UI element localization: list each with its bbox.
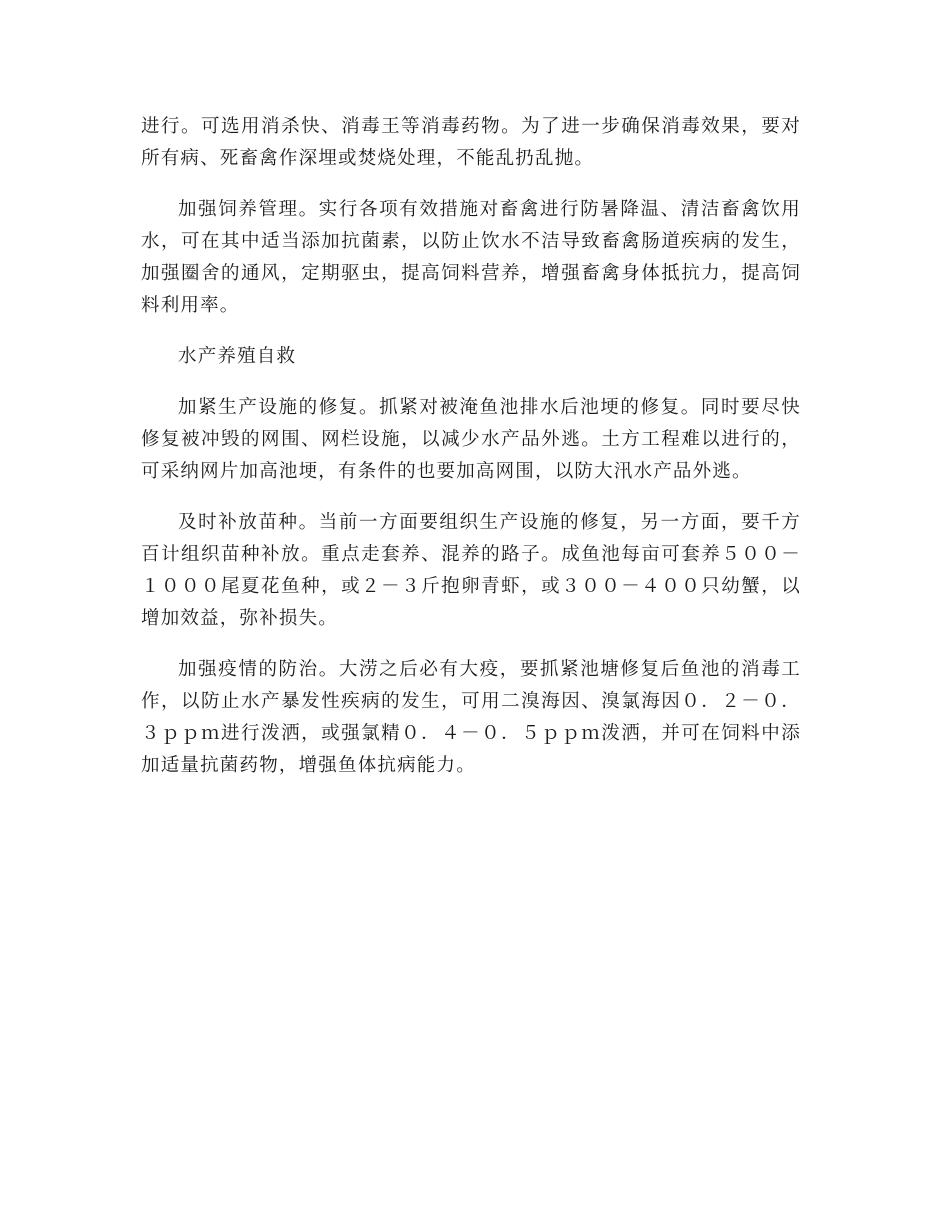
paragraph-feeding-management: 加强饲养管理。实行各项有效措施对畜禽进行防暑降温、清洁畜禽饮用水，可在其中适当添加抗菌素，以防止饮水不洁导致畜禽肠道疾病的发生，加强圈舍的通风，定期驱虫，提高饲料营养，增强畜禽身体抵抗力，提高饲料利用率。 [141,199,801,316]
paragraph-fry-restocking: 及时补放苗种。当前一方面要组织生产设施的修复，另一方面，要千方百计组织苗种补放。重点走套养、混养的路子。成鱼池每亩可套养５００－１０００尾夏花鱼种，或２－３斤抱卵青虾，或３００－４００只幼蟹，以增加效益，弥补损失。 [141,512,801,629]
document-body [141,111,801,801]
section-heading-aquaculture: 水产养殖自救 [178,346,297,367]
paragraph-facility-repair: 加紧生产设施的修复。抓紧对被淹鱼池排水后池埂的修复。同时要尽快修复被冲毁的网围、网栏设施，以减少水产品外逃。土方工程难以进行的，可采纳网片加高池埂，有条件的也要加高网围，以防大汛水产品外逃。 [141,397,801,482]
paragraph-continuation: 进行。可选用消杀快、消毒王等消毒药物。为了进一步确保消毒效果，要对所有病、死畜禽作深埋或焚烧处理，不能乱扔乱抛。 [141,116,801,169]
paragraph-disease-prevention: 加强疫情的防治。大涝之后必有大疫，要抓紧池塘修复后鱼池的消毒工作，以防止水产暴发性疾病的发生，可用二溴海因、溴氯海因０．２－０．３ｐｐｍ进行泼洒，或强氯精０．４－０．５ｐｐｍ泼洒，并可在饲料中添加适量抗菌药物，增强鱼体抗病能力。 [141,659,801,776]
